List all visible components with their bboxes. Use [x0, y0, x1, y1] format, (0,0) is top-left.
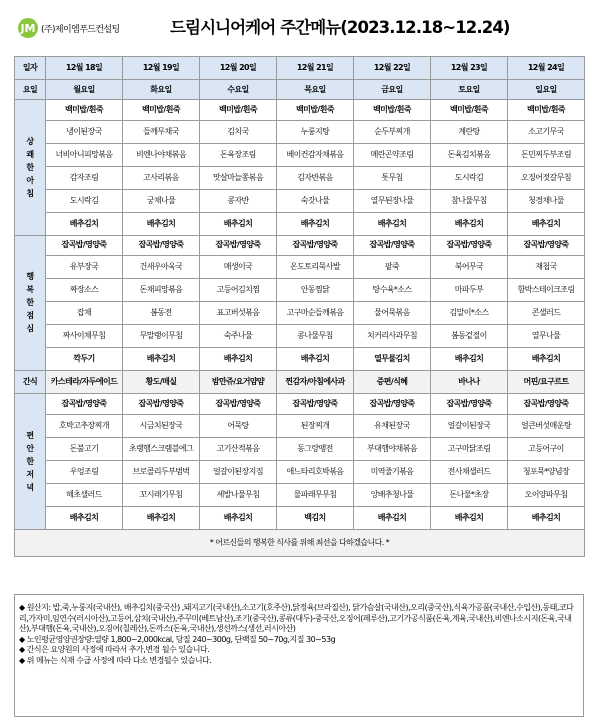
dinner-menu-item: 초랭햄스크램블에그: [123, 437, 200, 460]
day-cell: 일요일: [508, 80, 585, 100]
lunch-menu-item: 열무나물: [508, 325, 585, 348]
date-cell: 12월 18일: [46, 57, 123, 80]
page-header: [0, 0, 593, 56]
lunch-menu-item: 고등어김치찜: [200, 279, 277, 302]
breakfast-menu-item: 맛살마늘쫑볶음: [200, 166, 277, 189]
dinner-menu-item: 잡곡밥/영양죽: [431, 394, 508, 415]
day-cell: 화요일: [123, 80, 200, 100]
snack-item: 머핀/요구르트: [508, 371, 585, 394]
snack-item: 찐감자/아침에사과: [277, 371, 354, 394]
breakfast-menu-item: 냉이된장국: [46, 120, 123, 143]
date-header-label: 일자: [15, 57, 46, 80]
dinner-menu-item: 꼬시래기무침: [123, 483, 200, 506]
dinner-menu-item: 해초샐러드: [46, 483, 123, 506]
dinner-menu-item: 배추김치: [354, 506, 431, 529]
lunch-row: [15, 235, 585, 256]
breakfast-menu-item: 돈육김치볶음: [431, 143, 508, 166]
breakfast-menu-item: 백미밥/흰죽: [277, 100, 354, 121]
dinner-menu-item: 얼갈이된장지짐: [200, 460, 277, 483]
lunch-row: [15, 302, 585, 325]
breakfast-menu-item: 계란탕: [431, 120, 508, 143]
breakfast-row: [15, 212, 585, 235]
dinner-menu-item: 잡곡밥/영양죽: [508, 394, 585, 415]
origin-note: ◆ 원산지: 밥,죽,누룽지(국내산), 배추김치(중국산) ,돼지고기(국내산),소고기(호주산),닭정육(브라질산), 닭가슴살(국내산),오리(중국산),식육가공품(국내산,수입산),동태,코다리,가자미,임연수(러시아산),고등어,삼치(국내산),주꾸미(베트남산),조기(중국산),콩류(대두)-중국산,오징어(페루산),고기가공식품(돈육,계육,국내산),비엔나소시지(돈육,국내산),부대햄(돈육,국내산),오징어(칠레산),돈까스(돈육,국내산),생선까스(생선,러시아산): [19, 603, 574, 633]
dinner-menu-item: 고구마닭조림: [431, 437, 508, 460]
lunch-menu-item: 표고버섯볶음: [200, 302, 277, 325]
lunch-row: [15, 348, 585, 371]
breakfast-menu-item: 콩자반: [200, 189, 277, 212]
breakfast-menu-item: 백미밥/흰죽: [354, 100, 431, 121]
breakfast-menu-item: 김치국: [200, 120, 277, 143]
dinner-menu-item: 배추김치: [46, 506, 123, 529]
lunch-menu-item: 잡채: [46, 302, 123, 325]
breakfast-menu-item: 배추김치: [354, 212, 431, 235]
breakfast-label: [15, 100, 46, 236]
lunch-menu-item: 무말랭이무침: [123, 325, 200, 348]
notes-box: [14, 594, 584, 717]
dinner-menu-item: 배추김치: [200, 506, 277, 529]
dinner-row: [15, 506, 585, 529]
dinner-label-text: 편안한저녁: [26, 430, 34, 492]
dinner-menu-item: 우엉조림: [46, 460, 123, 483]
dinner-menu-item: 미역줄기볶음: [354, 460, 431, 483]
breakfast-menu-item: 참나물무침: [431, 189, 508, 212]
breakfast-menu-item: 배추김치: [46, 212, 123, 235]
snack-note: ◆ 간식은 요양원의 사정에 따라서 추가,변경 될수 있습니다.: [19, 645, 210, 654]
dinner-menu-item: 잡곡밥/영양죽: [354, 394, 431, 415]
lunch-menu-item: 배추김치: [277, 348, 354, 371]
lunch-menu-item: 팥죽: [354, 256, 431, 279]
lunch-row: [15, 279, 585, 302]
dinner-menu-item: 잡곡밥/영양죽: [46, 394, 123, 415]
breakfast-menu-item: 소고기무국: [508, 120, 585, 143]
lunch-menu-item: 유부장국: [46, 256, 123, 279]
dinner-menu-item: 얼큰버섯매운탕: [508, 414, 585, 437]
lunch-menu-item: 배추김치: [508, 348, 585, 371]
lunch-menu-item: 잡곡밥/영양죽: [200, 235, 277, 256]
breakfast-menu-item: 숙갓나물: [277, 189, 354, 212]
breakfast-label-text: 상쾌한아침: [26, 136, 34, 198]
date-row: [15, 57, 585, 80]
breakfast-menu-item: 돈민찌두부조림: [508, 143, 585, 166]
page-title: 드림시니어케어 주간메뉴(2023.12.18~12.24): [170, 18, 510, 37]
breakfast-row: [15, 189, 585, 212]
breakfast-menu-item: 배추김치: [508, 212, 585, 235]
dinner-menu-item: 얼갈이된장국: [431, 414, 508, 437]
lunch-menu-item: 콘샐러드: [508, 302, 585, 325]
dinner-row: [15, 460, 585, 483]
lunch-row: [15, 256, 585, 279]
lunch-menu-item: 고구마순들깨볶음: [277, 302, 354, 325]
breakfast-menu-item: 배추김치: [277, 212, 354, 235]
dinner-menu-item: 오이양파무침: [508, 483, 585, 506]
breakfast-menu-item: 톳무침: [354, 166, 431, 189]
dinner-menu-item: 백김치: [277, 506, 354, 529]
snack-item: 밤만쥬/요거얌얌: [200, 371, 277, 394]
day-header-label: 요일: [15, 80, 46, 100]
date-cell: 12월 24일: [508, 57, 585, 80]
dinner-row: [15, 483, 585, 506]
company-logo: [18, 18, 120, 38]
dinner-label: [15, 394, 46, 530]
lunch-menu-item: 잡곡밥/영양죽: [46, 235, 123, 256]
dinner-menu-item: 고등어구이: [508, 437, 585, 460]
breakfast-row: [15, 143, 585, 166]
date-cell: 12월 21일: [277, 57, 354, 80]
breakfast-menu-item: 열무된장나물: [354, 189, 431, 212]
lunch-label-text: 행복한점심: [26, 272, 34, 334]
lunch-menu-item: 재첩국: [508, 256, 585, 279]
lunch-menu-item: 잡곡밥/영양죽: [354, 235, 431, 256]
date-cell: 12월 19일: [123, 57, 200, 80]
breakfast-menu-item: 김자반볶음: [277, 166, 354, 189]
breakfast-menu-item: 궁채나물: [123, 189, 200, 212]
dinner-menu-item: 동그랑땡전: [277, 437, 354, 460]
lunch-menu-item: 건새우아욱국: [123, 256, 200, 279]
dinner-menu-item: 돈나물*초장: [431, 483, 508, 506]
snack-item: 카스테라/자두에이드: [46, 371, 123, 394]
breakfast-menu-item: 감자조림: [46, 166, 123, 189]
dinner-menu-item: 배추김치: [508, 506, 585, 529]
company-name: (주)제이엠푸드컨설팅: [41, 24, 120, 35]
breakfast-menu-item: 백미밥/흰죽: [200, 100, 277, 121]
breakfast-menu-item: 베이컨감자채볶음: [277, 143, 354, 166]
lunch-menu-item: 봄동겉절이: [431, 325, 508, 348]
dinner-menu-item: 물파래무무침: [277, 483, 354, 506]
dinner-menu-item: 어묵탕: [200, 414, 277, 437]
breakfast-menu-item: 순두부찌개: [354, 120, 431, 143]
breakfast-menu-item: 비엔나야채볶음: [123, 143, 200, 166]
dinner-menu-item: 전사채샐러드: [431, 460, 508, 483]
lunch-menu-item: 잡곡밥/영양죽: [508, 235, 585, 256]
snack-item: 증편/식혜: [354, 371, 431, 394]
date-cell: 12월 22일: [354, 57, 431, 80]
breakfast-menu-item: 배추김치: [123, 212, 200, 235]
breakfast-menu-item: 배추김치: [431, 212, 508, 235]
lunch-menu-item: 마파두부: [431, 279, 508, 302]
notice-row: [15, 529, 585, 556]
lunch-menu-item: 숙주나물: [200, 325, 277, 348]
snack-label: 간식: [15, 371, 46, 394]
lunch-menu-item: 짜장소스: [46, 279, 123, 302]
day-row: [15, 80, 585, 100]
lunch-menu-item: 치커리사과무침: [354, 325, 431, 348]
date-cell: 12월 23일: [431, 57, 508, 80]
breakfast-menu-item: 돈육장조림: [200, 143, 277, 166]
snack-row: [15, 371, 585, 394]
day-cell: 토요일: [431, 80, 508, 100]
lunch-menu-item: 김말이*소스: [431, 302, 508, 325]
breakfast-menu-item: 누룽지탕: [277, 120, 354, 143]
date-cell: 12월 20일: [200, 57, 277, 80]
dinner-menu-item: 청포묵*양념장: [508, 460, 585, 483]
breakfast-menu-item: 오징어젓갈무침: [508, 166, 585, 189]
breakfast-row: [15, 120, 585, 143]
breakfast-menu-item: 도시락김: [46, 189, 123, 212]
lunch-menu-item: 잡곡밥/영양죽: [123, 235, 200, 256]
lunch-menu-item: 배추김치: [123, 348, 200, 371]
lunch-menu-item: 물어묵볶음: [354, 302, 431, 325]
dinner-menu-item: 고기산적볶음: [200, 437, 277, 460]
lunch-menu-item: 배추김치: [431, 348, 508, 371]
lunch-label: [15, 235, 46, 371]
day-cell: 금요일: [354, 80, 431, 100]
breakfast-row: [15, 166, 585, 189]
lunch-row: [15, 325, 585, 348]
dinner-menu-item: 호박고추장찌개: [46, 414, 123, 437]
breakfast-menu-item: 배추김치: [200, 212, 277, 235]
dinner-menu-item: 된장찌개: [277, 414, 354, 437]
breakfast-row: [15, 100, 585, 121]
lunch-menu-item: 짜사이채무침: [46, 325, 123, 348]
day-cell: 수요일: [200, 80, 277, 100]
logo-mark-icon: JM: [18, 18, 38, 38]
snack-item: 바나나: [431, 371, 508, 394]
dinner-menu-item: 잡곡밥/영양죽: [277, 394, 354, 415]
dinner-menu-item: 배추김치: [123, 506, 200, 529]
dinner-row: [15, 437, 585, 460]
lunch-menu-item: 북어무국: [431, 256, 508, 279]
nutrition-note: ◆ 노인평균영양권장량:열량 1,800~2,000kcal, 당질 240~300g, 단백질 50~70g,지질 30~53g: [19, 634, 336, 644]
dinner-menu-item: 시금치된장국: [123, 414, 200, 437]
dinner-menu-item: 잡곡밥/영양죽: [123, 394, 200, 415]
lunch-menu-item: 잡곡밥/영양죽: [431, 235, 508, 256]
lunch-menu-item: 열무물김치: [354, 348, 431, 371]
lunch-menu-item: 잡곡밥/영양죽: [277, 235, 354, 256]
breakfast-menu-item: 메란곤약조림: [354, 143, 431, 166]
dinner-menu-item: 애느타리호박볶음: [277, 460, 354, 483]
dinner-menu-item: 앙배추청나물: [354, 483, 431, 506]
dinner-menu-item: 잡곡밥/영양죽: [200, 394, 277, 415]
dinner-menu-item: 돈불고기: [46, 437, 123, 460]
breakfast-menu-item: 백미밥/흰죽: [46, 100, 123, 121]
dinner-menu-item: 세발나물무침: [200, 483, 277, 506]
breakfast-menu-item: 백미밥/흰죽: [508, 100, 585, 121]
dinner-menu-item: 유채된장국: [354, 414, 431, 437]
breakfast-menu-item: 백미밥/흰죽: [431, 100, 508, 121]
breakfast-menu-item: 너비아니피망볶음: [46, 143, 123, 166]
lunch-menu-item: 콩나물무침: [277, 325, 354, 348]
lunch-menu-item: 안동찜닭: [277, 279, 354, 302]
notice-text: * 어르신들의 행복한 식사를 위해 최선을 다하겠습니다. *: [15, 529, 585, 556]
day-cell: 월요일: [46, 80, 123, 100]
day-cell: 목요일: [277, 80, 354, 100]
dinner-menu-item: 브로콜리두부범벅: [123, 460, 200, 483]
lunch-menu-item: 깍두기: [46, 348, 123, 371]
snack-item: 황도/매실: [123, 371, 200, 394]
breakfast-menu-item: 들깨무채국: [123, 120, 200, 143]
lunch-menu-item: 돈채피망볶음: [123, 279, 200, 302]
dinner-row: [15, 394, 585, 415]
lunch-menu-item: 탕수육*소스: [354, 279, 431, 302]
dinner-menu-item: 배추김치: [431, 506, 508, 529]
breakfast-menu-item: 백미밥/흰죽: [123, 100, 200, 121]
weekly-menu-table: [14, 56, 585, 557]
change-note: ◆ 위 메뉴는 식재 수급 사정에 따라 다소 변경될수 있습니다.: [19, 655, 212, 665]
lunch-menu-item: 온도토리묵사발: [277, 256, 354, 279]
dinner-row: [15, 414, 585, 437]
dinner-menu-item: 부대햄야채볶음: [354, 437, 431, 460]
lunch-menu-item: 배추김치: [200, 348, 277, 371]
lunch-menu-item: 봄동전: [123, 302, 200, 325]
breakfast-menu-item: 고사리볶음: [123, 166, 200, 189]
lunch-menu-item: 매생이국: [200, 256, 277, 279]
breakfast-menu-item: 도시락김: [431, 166, 508, 189]
lunch-menu-item: 함박스테이크조림: [508, 279, 585, 302]
breakfast-menu-item: 청경채나물: [508, 189, 585, 212]
